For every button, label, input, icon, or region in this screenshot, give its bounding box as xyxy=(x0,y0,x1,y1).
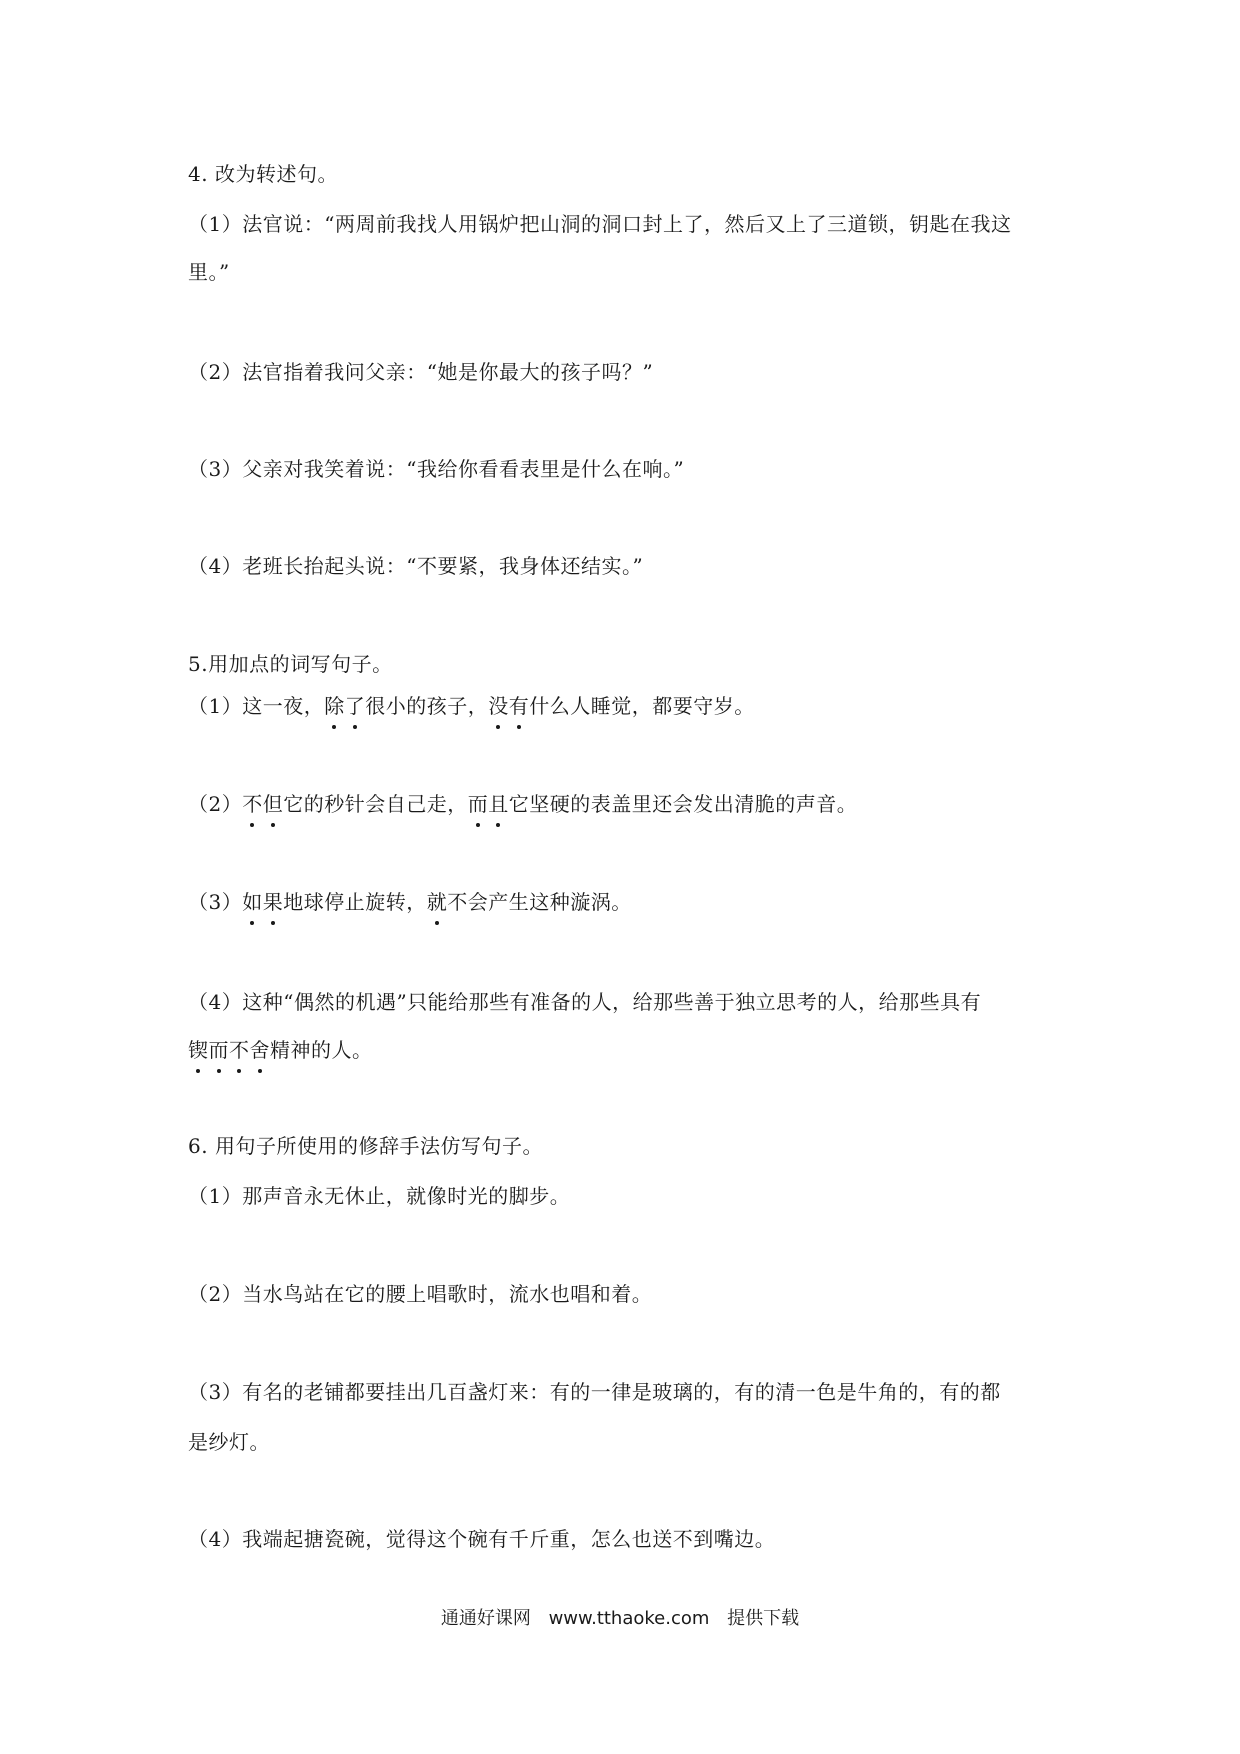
section-5-q4-line1: （4）这种“偶然的机遇”只能给那些有准备的人，给那些善于独立思考的人，给那些具有 xyxy=(188,990,982,1014)
section-6-q4: （4）我端起搪瓷碗，觉得这个碗有千斤重，怎么也送不到嘴边。 xyxy=(188,1527,776,1551)
q1-text-1: （1）这一夜， xyxy=(188,694,325,718)
dotted-char: 了 xyxy=(344,694,366,718)
q1-text-2: 很小的孩子， xyxy=(365,694,489,718)
section-6-heading: 6. 用句子所使用的修辞手法仿写句子。 xyxy=(188,1134,543,1158)
section-5-heading: 5.用加点的词写句子。 xyxy=(188,652,393,676)
footer-suffix: 提供下载 xyxy=(727,1608,800,1629)
section-6-q1: （1）那声音永无休止，就像时光的脚步。 xyxy=(188,1184,571,1208)
section-5-q4-line2 xyxy=(188,1036,373,1064)
section-6-q3-line1: （3）有名的老铺都要挂出几百盏灯来：有的一律是玻璃的，有的清一色是牛角的，有的都 xyxy=(188,1380,1001,1404)
dotted-char: 果 xyxy=(262,890,284,914)
section-4-q4: （4）老班长抬起头说：“不要紧，我身体还结实。” xyxy=(188,554,644,578)
dotted-char: 不 xyxy=(242,792,263,816)
dotted-char: 而 xyxy=(208,1038,229,1062)
section-6-q2: （2）当水鸟站在它的腰上唱歌时，流水也唱和着。 xyxy=(188,1282,653,1306)
dotted-char: 没 xyxy=(488,694,509,718)
dotted-char: 就 xyxy=(426,890,448,914)
q4-text-rest: 精神的人。 xyxy=(270,1038,373,1062)
section-5-q1 xyxy=(188,692,755,720)
q2-text-3: 它坚硬的表盖里还会发出清脆的声音。 xyxy=(508,792,858,816)
dotted-char: 而 xyxy=(467,792,489,816)
dotted-char: 舍 xyxy=(249,1038,270,1062)
section-4-q3: （3）父亲对我笑着说：“我给你看看表里是什么在响。” xyxy=(188,457,685,481)
footer-url[interactable]: www.tthaoke.com xyxy=(548,1608,710,1629)
q1-text-3: 什么人睡觉，都要守岁。 xyxy=(529,694,755,718)
q3-text-1: （3） xyxy=(188,890,243,914)
dotted-char: 锲 xyxy=(188,1038,209,1062)
dotted-char: 但 xyxy=(262,792,284,816)
section-5-q3 xyxy=(188,888,632,916)
dotted-char: 有 xyxy=(508,694,530,718)
section-5-q2 xyxy=(188,790,857,818)
dotted-char: 不 xyxy=(229,1038,250,1062)
section-4-heading: 4. 改为转述句。 xyxy=(188,162,338,186)
dotted-char: 如 xyxy=(242,890,263,914)
dotted-char: 且 xyxy=(488,792,509,816)
section-6-q3-line2: 是纱灯。 xyxy=(188,1430,270,1454)
q2-text-1: （2） xyxy=(188,792,243,816)
section-4-q2: （2）法官指着我问父亲：“她是你最大的孩子吗？” xyxy=(188,360,654,384)
page-footer xyxy=(0,1606,1240,1632)
q3-text-2: 地球停止旋转， xyxy=(283,890,427,914)
dotted-char: 除 xyxy=(324,694,345,718)
q3-text-3: 不会产生这种漩涡。 xyxy=(447,890,632,914)
section-4-q1-line1: （1）法官说：“两周前我找人用锅炉把山洞的洞口封上了，然后又上了三道锁，钥匙在我这 xyxy=(188,212,1012,236)
section-4-q1-line2: 里。” xyxy=(188,260,230,284)
q2-text-2: 它的秒针会自己走， xyxy=(283,792,468,816)
footer-site-name: 通通好课网 xyxy=(440,1608,531,1629)
